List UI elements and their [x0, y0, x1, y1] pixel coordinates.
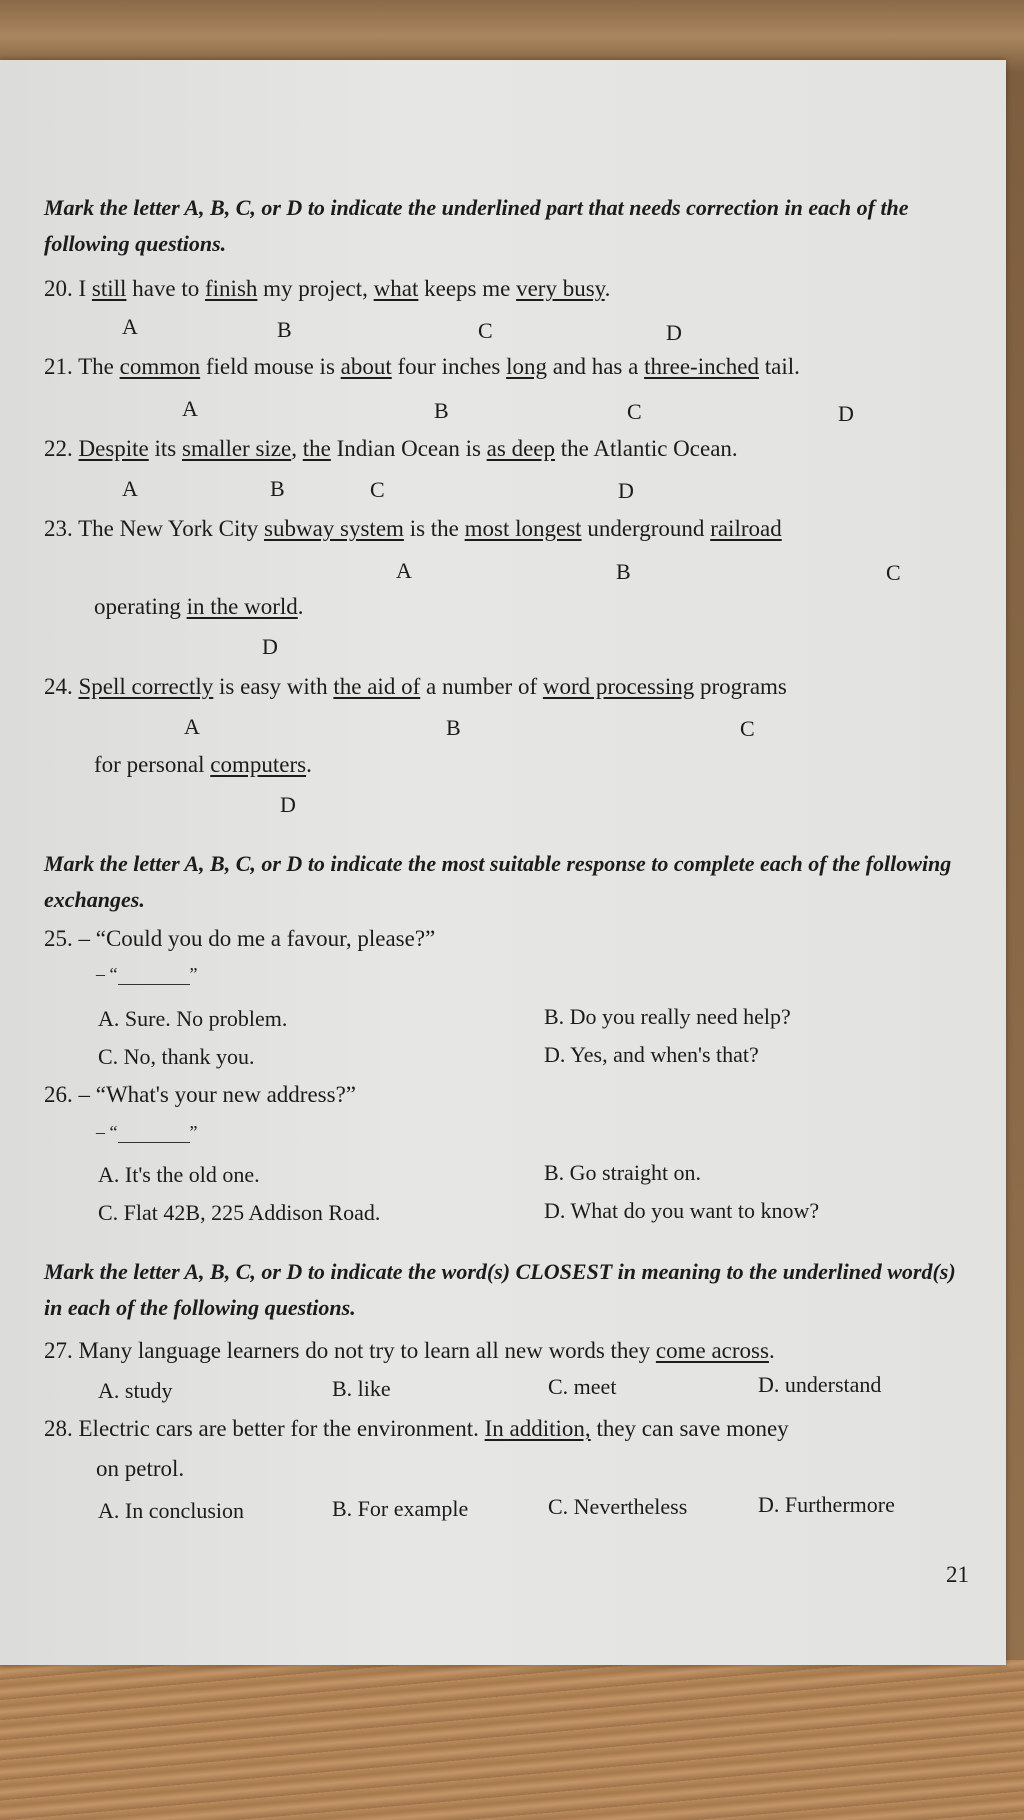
q26-option-b: B. Go straight on. [544, 1160, 702, 1185]
q24-letter-c: C [740, 716, 755, 741]
question-20: 20. I still have to finish my project, what keeps me very busy. [44, 276, 611, 301]
q28-option-a: A. In conclusion [98, 1498, 245, 1523]
q26-option-d: D. What do you want to know? [544, 1198, 820, 1223]
page-number: 21 [946, 1562, 969, 1587]
q27-option-b: B. like [332, 1376, 391, 1401]
question-28-continued: on petrol. [96, 1456, 185, 1481]
q22-letter-a: A [122, 476, 138, 501]
q20-letter-b: B [277, 317, 292, 342]
question-24: 24. Spell correctly is easy with the aid of a number of word processing programs [44, 674, 787, 699]
q22-letter-d: D [618, 478, 634, 503]
question-24-continued: for personal computers. [94, 752, 312, 777]
q21-letter-a: A [182, 396, 198, 421]
question-27: 27. Many language learners do not try to learn all new words they come across. [44, 1338, 775, 1363]
section3-instruction: Mark the letter A, B, C, or D to indicate the word(s) CLOSEST in meaning to the underlined word(s) in each of the following questions. [44, 1259, 956, 1320]
q24-letter-a: A [184, 714, 200, 739]
q27-option-c: C. meet [548, 1374, 617, 1399]
question-25: 25. – “Could you do me a favour, please?” [44, 926, 436, 951]
q23-letter-a: A [396, 558, 412, 583]
q27-option-a: A. study [98, 1378, 173, 1403]
q23-letter-b: B [616, 559, 631, 584]
q23-letter-d: D [262, 634, 278, 659]
q25-option-d: D. Yes, and when's that? [544, 1042, 759, 1067]
question-22: 22. Despite its smaller size, the Indian Ocean is as deep the Atlantic Ocean. [44, 436, 738, 461]
q28-option-c: C. Nevertheless [548, 1494, 688, 1519]
section1-instruction: Mark the letter A, B, C, or D to indicate the underlined part that needs correction in each of the following questions. [44, 195, 909, 256]
wood-table-background [0, 1660, 1024, 1820]
question-28: 28. Electric cars are better for the environment. In addition, they can save money [44, 1416, 789, 1441]
q25-reply-blank: – “ ” [96, 964, 198, 984]
q21-letter-b: B [434, 398, 449, 423]
question-23-continued: operating in the world. [94, 594, 304, 619]
q23-letter-c: C [886, 560, 901, 585]
q24-letter-b: B [446, 715, 461, 740]
q25-option-a: A. Sure. No problem. [98, 1006, 288, 1031]
q20-letter-d: D [666, 320, 682, 345]
q26-option-c: C. Flat 42B, 225 Addison Road. [98, 1200, 381, 1225]
q28-option-b: B. For example [332, 1496, 469, 1521]
q27-option-d: D. understand [758, 1372, 882, 1397]
q25-option-b: B. Do you really need help? [544, 1004, 791, 1029]
worksheet-page [0, 60, 1006, 1665]
q24-letter-d: D [280, 792, 296, 817]
q26-option-a: A. It's the old one. [98, 1162, 260, 1187]
q25-option-c: C. No, thank you. [98, 1044, 255, 1069]
section2-instruction: Mark the letter A, B, C, or D to indicate the most suitable response to complete each of the following exchanges. [44, 851, 952, 912]
q28-option-d: D. Furthermore [758, 1492, 895, 1517]
q20-letter-c: C [478, 318, 493, 343]
question-26: 26. – “What's your new address?” [44, 1082, 356, 1107]
q22-letter-b: B [270, 476, 285, 501]
q26-reply-blank: – “ ” [96, 1122, 198, 1142]
question-23: 23. The New York City subway system is the most longest underground railroad [44, 516, 782, 541]
q21-letter-c: C [627, 399, 642, 424]
question-21: 21. The common field mouse is about four inches long and has a three-inched tail. [44, 354, 800, 379]
q22-letter-c: C [370, 477, 385, 502]
q20-letter-a: A [122, 314, 138, 339]
q21-letter-d: D [838, 401, 854, 426]
